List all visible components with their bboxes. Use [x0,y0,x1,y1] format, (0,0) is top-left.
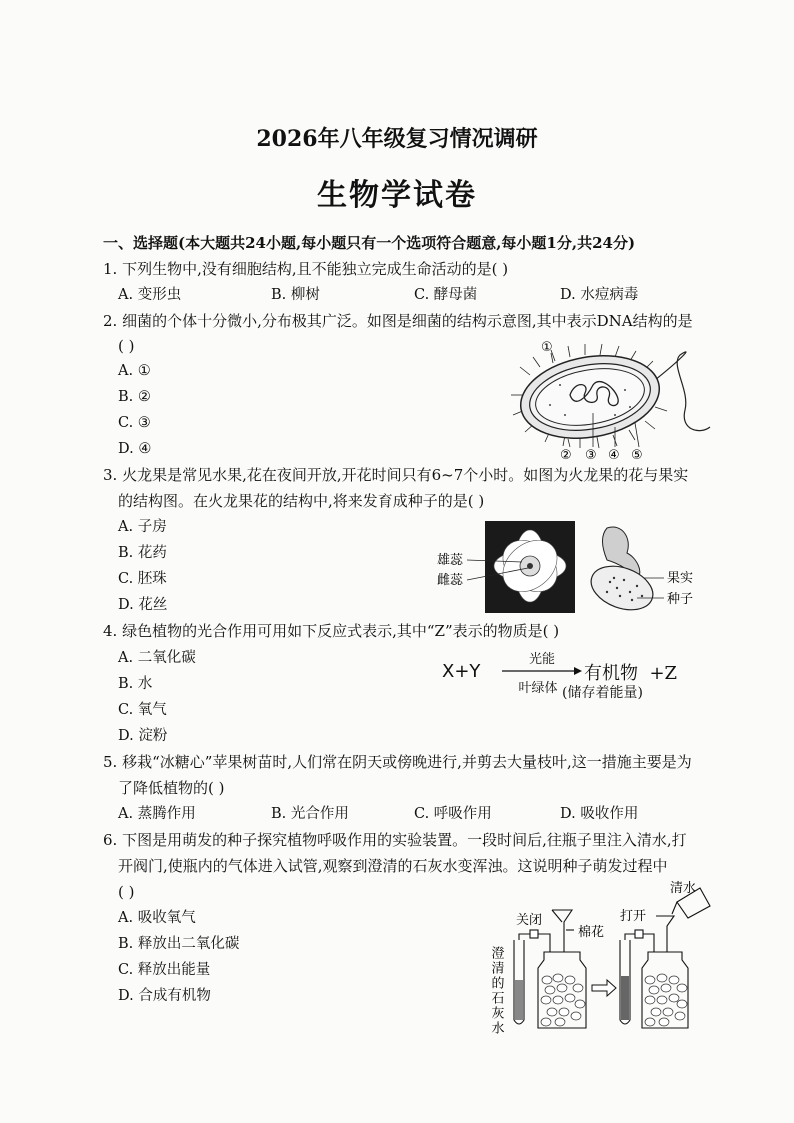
equation-note: (储存着能量) [562,685,643,701]
q2-option-a: A. ① [118,363,151,379]
respiration-apparatus-diagram [488,880,717,1040]
q1-stem: 1. 下列生物中,没有细胞结构,且不能独立完成生命活动的是( ) [103,260,509,278]
q3-option-b: B. 花药 [118,545,167,561]
q3-option-a: A. 子房 [118,519,167,535]
q2-option-d: D. ④ [118,441,152,457]
q2-stem-line2: ( ) [118,337,135,355]
bacteria-label-5: ⑤ [631,448,643,463]
q2-stem-line1: 2. 细菌的个体十分微小,分布极其广泛。如图是细菌的结构示意图,其中表示DNA结构的是 [103,312,693,330]
q5-option-c: C. 呼吸作用 [414,806,492,822]
q6-stem-line3: ( ) [118,883,135,901]
limewater-label-text: 澄清的石灰水 [488,946,504,1036]
label-water: 清水 [670,881,697,896]
q6-stem-line1: 6. 下图是用萌发的种子探究植物呼吸作用的实验装置。一段时间后,往瓶子里注入清水,打 [103,831,687,849]
bacteria-label-2: ② [560,448,572,463]
fruit-label-seed: 种子 [667,592,694,607]
flagellum [655,352,710,431]
bacteria-label-1: ① [541,340,553,355]
q3-option-d: D. 花丝 [118,597,168,613]
q6-option-a: A. 吸收氧气 [118,910,196,926]
q4-option-c: C. 氧气 [118,702,167,718]
bacteria-label-3: ③ [585,448,597,463]
q1-option-b: B. 柳树 [271,287,320,303]
q4-option-a: A. 二氧化碳 [118,650,196,666]
q4-stem: 4. 绿色植物的光合作用可用如下反应式表示,其中“Z”表示的物质是( ) [103,622,560,640]
q6-option-b: B. 释放出二氧化碳 [118,936,240,952]
flower-label-pistil: 雌蕊 [437,573,464,588]
equation-products: 有机物 +Z [584,663,678,684]
exam-title: 2026年八年级复习情况调研 [256,126,538,152]
q4-option-d: D. 淀粉 [118,728,168,744]
q5-option-a: A. 蒸腾作用 [118,806,196,822]
q5-stem-line1: 5. 移栽“冰糖心”苹果树苗时,人们常在阴天或傍晚进行,并剪去大量枝叶,这一措施主要是为 [103,753,692,771]
q2-option-b: B. ② [118,389,151,405]
section-heading: 一、选择题(本大题共24小题,每小题只有一个选项符合题意,每小题1分,共24分) [103,234,636,252]
q3-stem-line1: 3. 火龙果是常见水果,花在夜间开放,开花时间只有6~7个小时。如图为火龙果的花与果实 [103,466,689,484]
q1-option-c: C. 酵母菌 [414,287,478,303]
q5-option-b: B. 光合作用 [271,806,349,822]
equation-condition-light: 光能 [528,652,555,667]
equation-condition-chloroplast: 叶绿体 [518,681,558,696]
equation-arrow [502,666,582,676]
q6-option-d: D. 合成有机物 [118,988,211,1004]
label-cotton: 棉花 [578,925,605,940]
q6-option-c: C. 释放出能量 [118,962,211,978]
q5-option-d: D. 吸收作用 [560,806,639,822]
flower-label-stamen: 雄蕊 [437,553,464,568]
fruit-label-fruit: 果实 [667,571,694,586]
q3-option-c: C. 胚珠 [118,571,167,587]
bacteria-structure-diagram [505,335,720,463]
photosynthesis-equation [442,648,702,704]
equation-reactants: X+Y [442,661,481,682]
q3-stem-line2: 的结构图。在火龙果花的结构中,将来发育成种子的是( ) [118,492,485,510]
bacteria-label-4: ④ [608,448,620,463]
q1-option-a: A. 变形虫 [118,287,182,303]
q2-option-c: C. ③ [118,415,151,431]
dragonfruit-diagram [432,518,712,618]
fruit-drawing [585,527,659,618]
label-closed: 关闭 [516,913,543,928]
q5-stem-line2: 了降低植物的( ) [118,779,225,797]
q1-option-d: D. 水痘病毒 [560,287,639,303]
exam-subject-title: 生物学试卷 [317,178,477,213]
label-open: 打开 [620,909,647,924]
q6-stem-line2: 开阀门,使瓶内的气体进入试管,观察到澄清的石灰水变浑浊。这说明种子萌发过程中 [118,857,668,875]
q4-option-b: B. 水 [118,676,153,692]
limewater-label [489,946,505,1036]
process-arrow [592,980,616,996]
